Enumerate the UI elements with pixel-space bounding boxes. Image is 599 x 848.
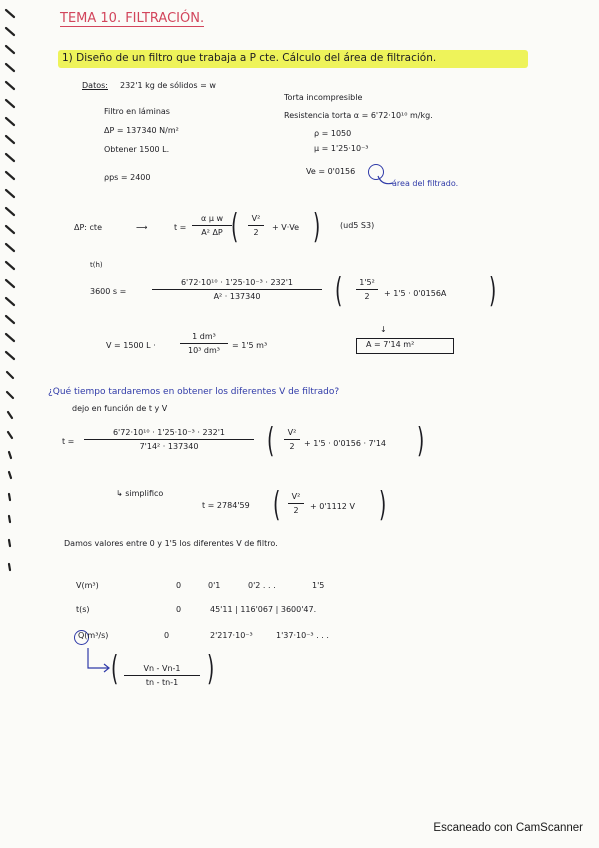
- values-intro: Damos valores entre 0 y 1'5 los diferentes V de filtro.: [64, 539, 278, 548]
- eq3-fraction: [180, 332, 228, 355]
- datos-line1: 232'1 kg de sólidos = w: [120, 81, 216, 90]
- eq2-fraction: [152, 278, 322, 301]
- row3-cell: 0: [164, 631, 170, 640]
- eq2-paren-num: 1'5²: [359, 278, 375, 287]
- paren-close: ): [312, 207, 321, 247]
- datos-line5: ρps = 2400: [104, 173, 151, 182]
- datos-right1: Torta incompresible: [284, 93, 363, 102]
- eq1-paren-num: V²: [251, 214, 261, 223]
- eq2-paren-fraction: [356, 278, 378, 301]
- paren-open: (: [110, 649, 119, 689]
- paren-open: (: [266, 421, 275, 461]
- eq4-fraction: [84, 428, 254, 451]
- eq4-num: 6'72·10¹⁰ · 1'25·10⁻³ · 232'1: [112, 428, 226, 437]
- row1-cell: 0'2 . . .: [248, 581, 276, 590]
- simplify-paren-den: 2: [293, 506, 299, 515]
- eq1-den: A² ΔP: [201, 228, 223, 237]
- eq3-den: 10³ dm³: [187, 346, 220, 355]
- eq1-lhs: ΔP: cte: [74, 223, 102, 232]
- datos-right4: μ = 1'25·10⁻³: [314, 144, 369, 153]
- eq3-num: 1 dm³: [192, 332, 216, 341]
- down-arrow-icon: ↓: [380, 325, 387, 334]
- ve-arrow-icon: [376, 174, 396, 188]
- eq2-lhs: 3600 s =: [90, 287, 127, 296]
- eq2-num: 6'72·10¹⁰ · 1'25·10⁻³ · 232'1: [180, 278, 294, 287]
- arrow-icon: ⟶: [136, 223, 148, 232]
- row1-cell: 0: [176, 581, 182, 590]
- row3-label: Q(m³/s): [78, 631, 109, 640]
- paren-close: ): [206, 649, 215, 689]
- row3-cell: 1'37·10⁻³ . . .: [276, 631, 329, 640]
- row3-cell: 2'217·10⁻³: [210, 631, 253, 640]
- eq2-label: t(h): [90, 261, 103, 269]
- eq4-paren-num: V²: [287, 428, 297, 437]
- eq4-paren-rest: + 1'5 · 0'0156 · 7'14: [304, 439, 386, 448]
- spiral-binding-icon: [0, 0, 20, 600]
- simplify-paren-num: V²: [291, 492, 301, 501]
- exercise-heading: 1) Diseño de un filtro que trabaja a P cte. Cálculo del área de filtración.: [62, 52, 437, 64]
- row1-cell: 1'5: [312, 581, 325, 590]
- final-fraction: [124, 664, 200, 687]
- paren-open: (: [230, 207, 239, 247]
- eq4-paren-fraction: [284, 428, 300, 451]
- eq2-paren-rest: + 1'5 · 0'0156A: [384, 289, 447, 298]
- eq2-den: A² · 137340: [213, 292, 261, 301]
- eq1-num: α μ w: [201, 214, 223, 223]
- eq1-paren-rest: + V·Ve: [272, 223, 300, 232]
- final-den: tn - tn-1: [145, 678, 179, 687]
- curve-arrow-icon: [84, 646, 114, 676]
- datos-right3: ρ = 1050: [314, 129, 352, 138]
- final-num: Vn - Vn-1: [143, 664, 181, 673]
- row2-cell: 0: [176, 605, 182, 614]
- simplify-lhs: t = 2784'59: [202, 501, 250, 510]
- eq1-paren-fraction: [248, 214, 264, 237]
- eq1-note: (ud5 S3): [340, 221, 375, 230]
- paren-open: (: [334, 271, 343, 311]
- eq4-lhs: t =: [62, 437, 75, 446]
- eq1-t: t =: [174, 223, 187, 232]
- paren-close: ): [416, 421, 425, 461]
- page-title: TEMA 10. FILTRACIÓN.: [60, 11, 205, 26]
- simplify-paren-fraction: [288, 492, 304, 515]
- eq4-paren-den: 2: [289, 442, 295, 451]
- datos-right2: Resistencia torta α = 6'72·10¹⁰ m/kg.: [284, 111, 433, 120]
- eq3-result: A = 7'14 m²: [366, 340, 415, 349]
- camscanner-footer: Escaneado con CamScanner: [433, 822, 583, 834]
- paren-close: ): [488, 271, 497, 311]
- datos-line2: Filtro en láminas: [104, 107, 170, 116]
- simplify-paren-rest: + 0'1112 V: [310, 502, 355, 511]
- row2-cell: 45'11 | 116'067 | 3600'47.: [210, 605, 317, 614]
- row1-cell: 0'1: [208, 581, 221, 590]
- row2-label: t(s): [76, 605, 90, 614]
- eq4-den: 7'14² · 137340: [139, 442, 199, 451]
- question-text: ¿Qué tiempo tardaremos en obtener los diferentes V de filtrado?: [48, 387, 340, 397]
- eq3-lhs: V = 1500 L ·: [106, 341, 156, 350]
- ve-value: Ve = 0'0156: [306, 167, 356, 176]
- simplify-label: ↳ simplifico: [116, 489, 164, 498]
- ve-note: área del filtrado.: [392, 179, 459, 188]
- datos-label: Datos:: [82, 81, 108, 90]
- row1-label: V(m³): [76, 581, 99, 590]
- eq1-paren-den: 2: [253, 228, 259, 237]
- datos-line4: Obtener 1500 L.: [104, 145, 170, 154]
- datos-line3: ΔP = 137340 N/m²: [104, 126, 179, 135]
- eq3-rhs: = 1'5 m³: [232, 341, 268, 350]
- question-sub: dejo en función de t y V: [72, 404, 168, 413]
- eq2-paren-den: 2: [364, 292, 370, 301]
- paren-open: (: [272, 485, 281, 525]
- eq1-fraction: [192, 214, 232, 237]
- paren-close: ): [378, 485, 387, 525]
